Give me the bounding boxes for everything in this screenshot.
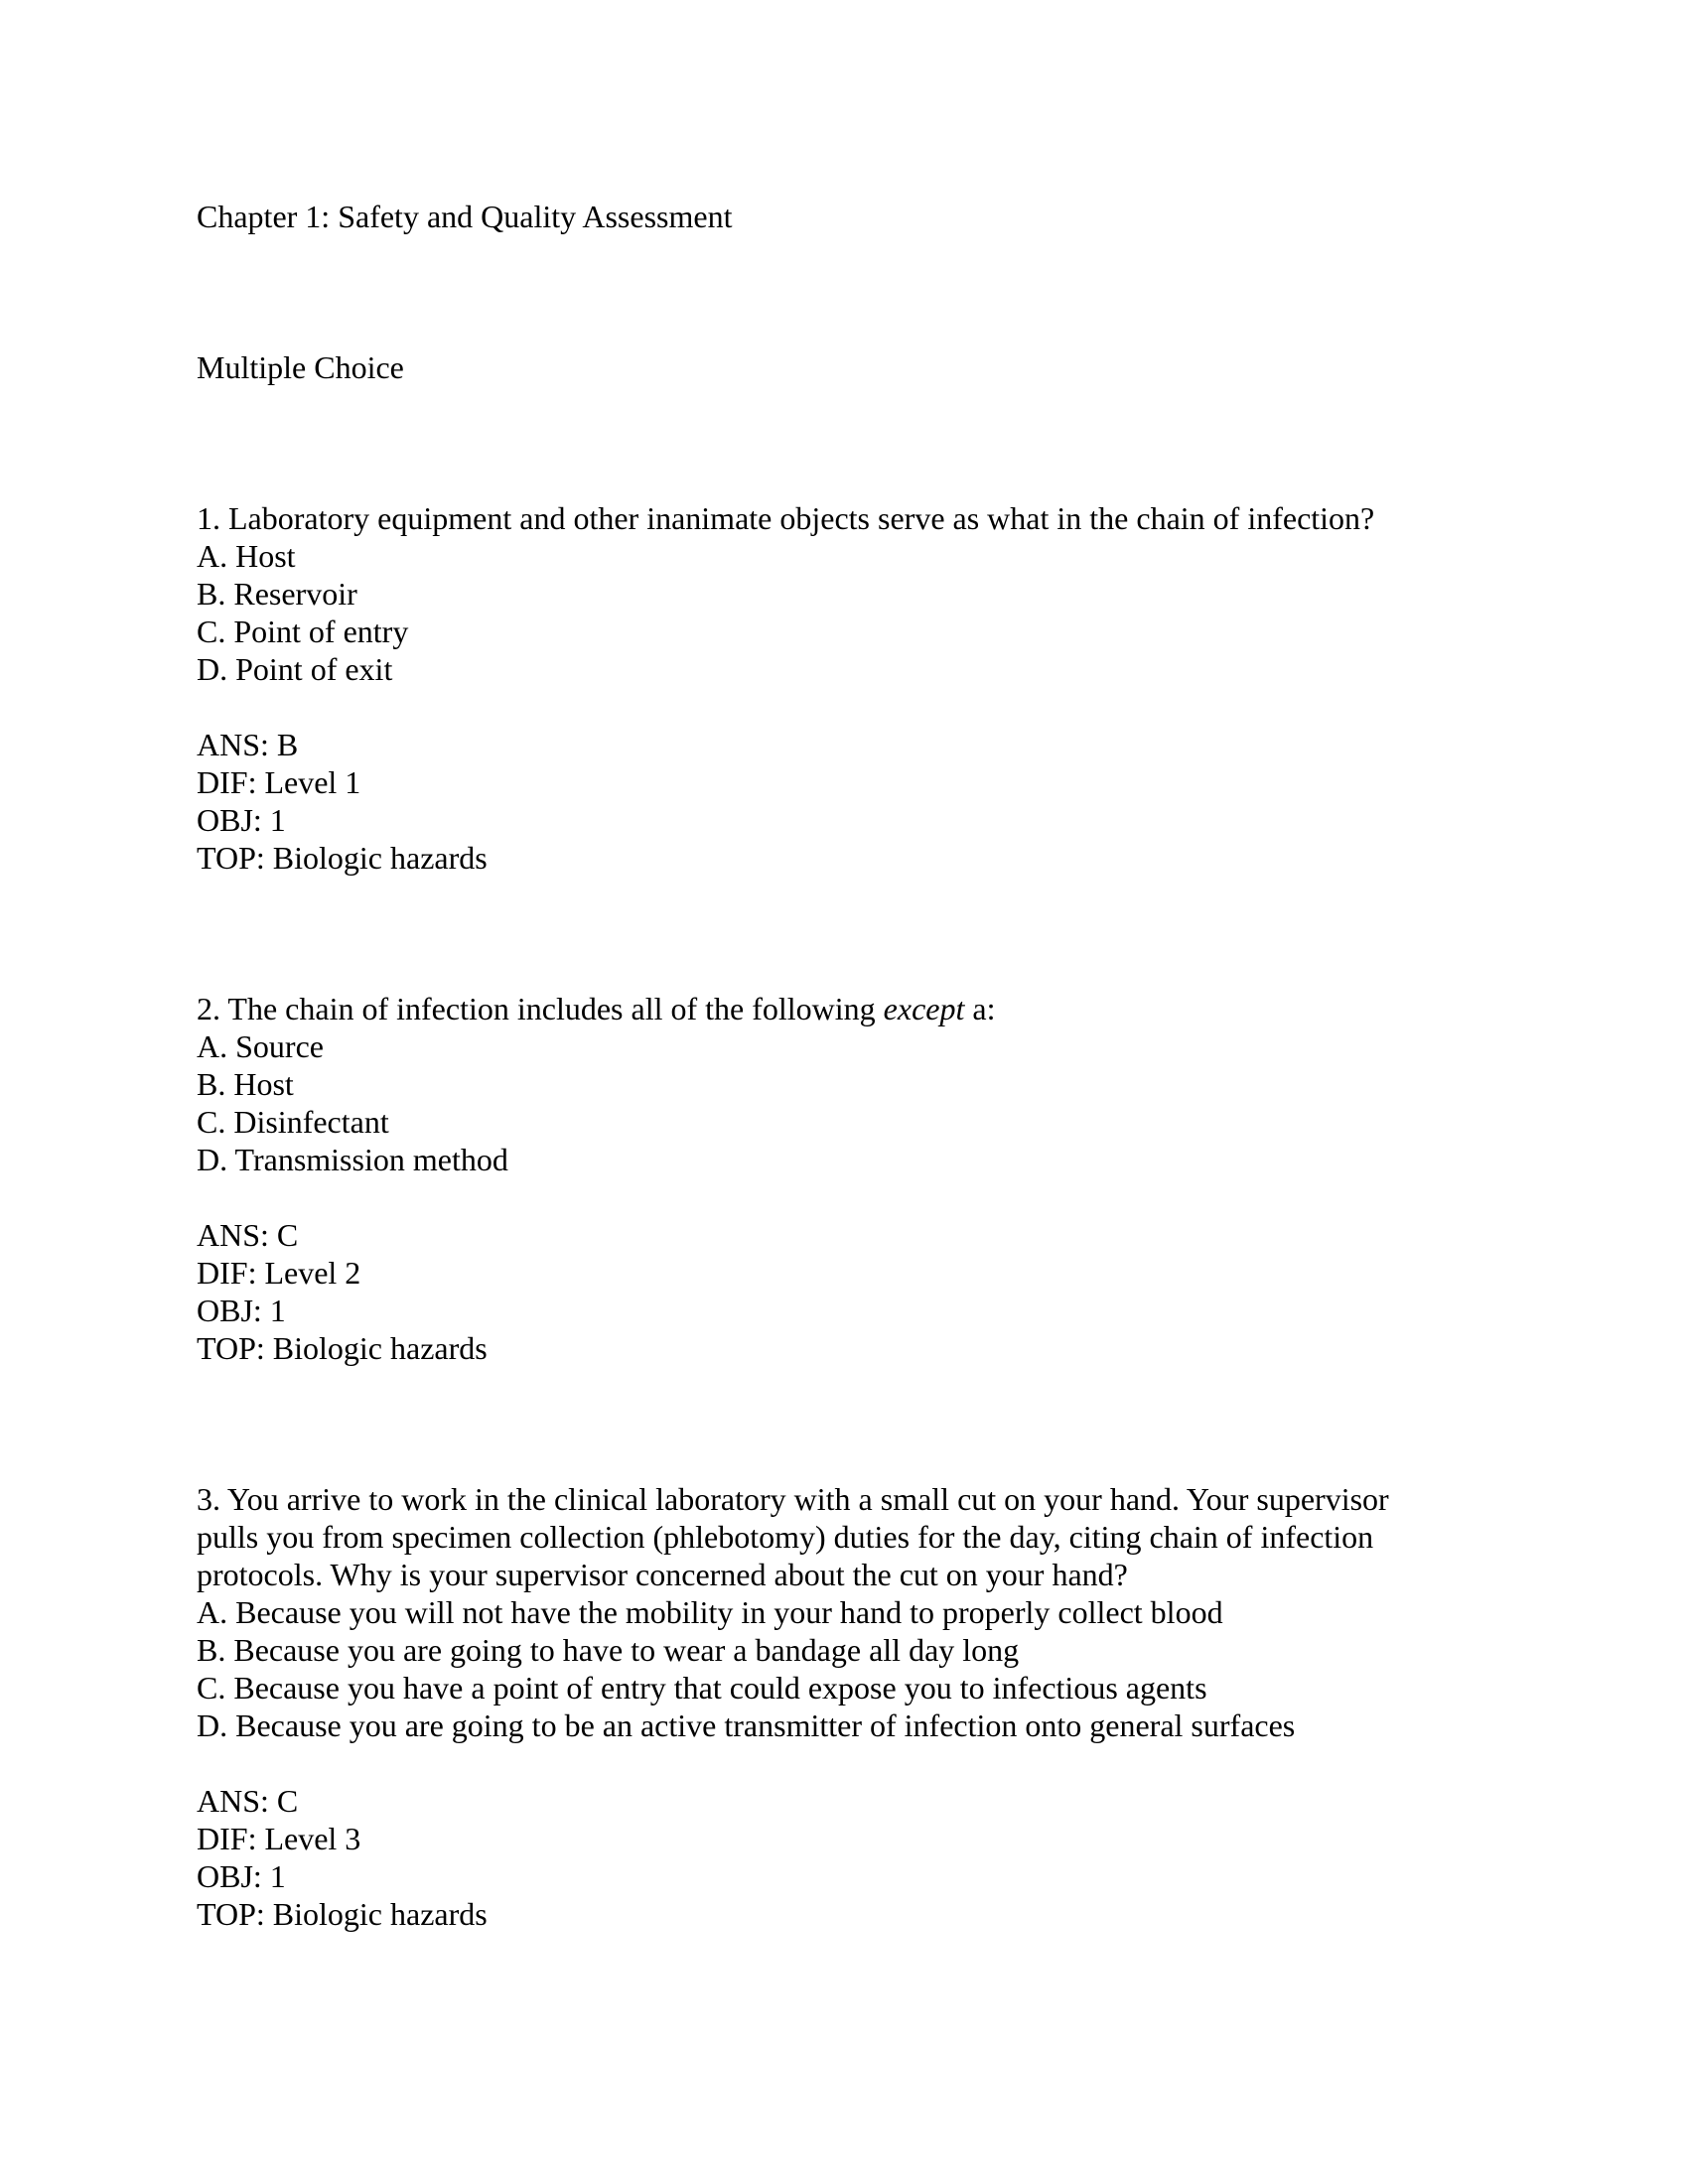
question-stem [197, 990, 995, 1027]
question-stem-line-3: protocols. Why is your supervisor concerned about the cut on your hand? [197, 1557, 1128, 1592]
section-heading: Multiple Choice [197, 349, 404, 385]
question-stem-line-2: pulls you from specimen collection (phlebotomy) duties for the day, citing chain of infection [197, 1519, 1374, 1555]
stem-emphasis: except [883, 991, 965, 1026]
objective: OBJ: 1 [197, 1293, 286, 1328]
chapter-title: Chapter 1: Safety and Quality Assessment [197, 199, 733, 234]
question-2 [197, 990, 995, 1367]
option-a: A. Because you will not have the mobility in your hand to properly collect blood [197, 1594, 1223, 1630]
topic: TOP: Biologic hazards [197, 1330, 488, 1366]
option-d: D. Point of exit [197, 651, 393, 687]
difficulty: DIF: Level 3 [197, 1821, 361, 1856]
answer-metadata [197, 1216, 995, 1367]
answer-metadata [197, 1782, 1389, 1933]
option-b: B. Reservoir [197, 576, 357, 612]
option-c: C. Because you have a point of entry that could expose you to infectious agents [197, 1670, 1207, 1706]
question-stem-line-1: 3. You arrive to work in the clinical laboratory with a small cut on your hand. Your supervisor [197, 1481, 1389, 1517]
option-a: A. Host [197, 538, 296, 574]
answer: ANS: B [197, 727, 299, 762]
question-stem: 1. Laboratory equipment and other inanimate objects serve as what in the chain of infection? [197, 500, 1375, 536]
objective: OBJ: 1 [197, 1858, 286, 1894]
stem-text-end: a: [964, 991, 996, 1026]
difficulty: DIF: Level 2 [197, 1255, 361, 1291]
topic: TOP: Biologic hazards [197, 840, 488, 876]
option-c: C. Point of entry [197, 614, 409, 649]
option-b: B. Because you are going to have to wear a bandage all day long [197, 1632, 1020, 1668]
objective: OBJ: 1 [197, 802, 286, 838]
option-a: A. Source [197, 1028, 324, 1064]
option-b: B. Host [197, 1066, 294, 1102]
option-c: C. Disinfectant [197, 1104, 389, 1140]
answer: ANS: C [197, 1783, 299, 1819]
question-1 [197, 499, 1374, 877]
difficulty: DIF: Level 1 [197, 764, 361, 800]
topic: TOP: Biologic hazards [197, 1896, 488, 1932]
option-d: D. Because you are going to be an active transmitter of infection onto general surfaces [197, 1707, 1296, 1743]
answer-metadata [197, 726, 1374, 877]
option-d: D. Transmission method [197, 1142, 508, 1177]
stem-text: 2. The chain of infection includes all of the following [197, 991, 884, 1026]
answer: ANS: C [197, 1217, 299, 1253]
question-3 [197, 1480, 1389, 1933]
